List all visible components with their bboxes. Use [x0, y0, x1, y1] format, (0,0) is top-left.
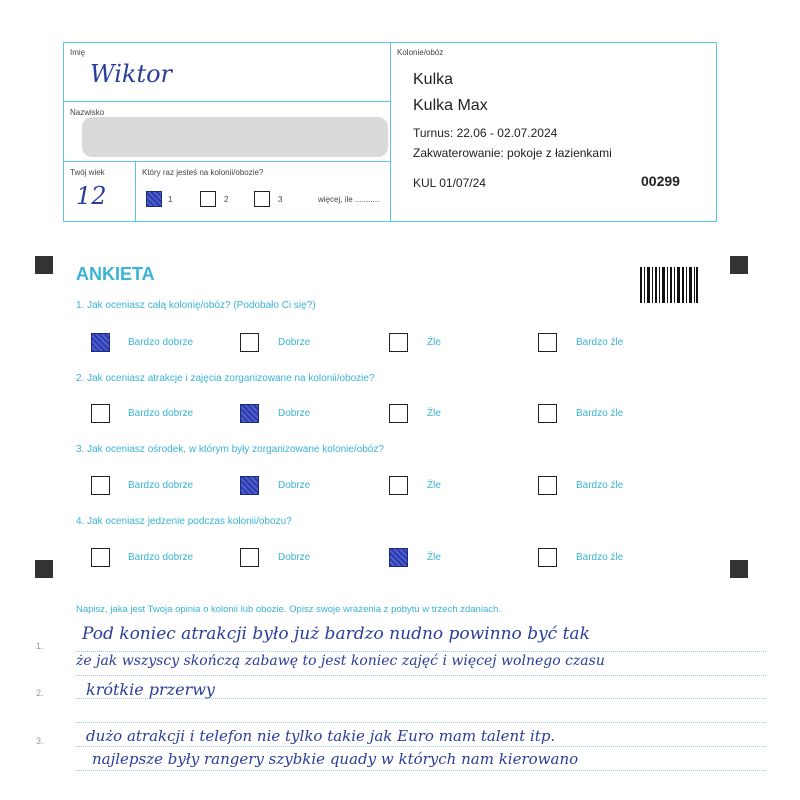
- line-number-3: 3.: [36, 736, 44, 746]
- q2-option-dobrze: Dobrze: [278, 408, 311, 419]
- q3-checkbox-bardzo-zle[interactable]: [538, 476, 557, 495]
- ktory-raz-option-1: 1: [168, 195, 173, 204]
- answer-line: [76, 651, 766, 652]
- handwriting-line-3[interactable]: krótkie przerwy: [86, 680, 215, 699]
- q1-option-dobrze: Dobrze: [278, 337, 311, 348]
- q1-checkbox-zle[interactable]: [389, 333, 408, 352]
- kod: KUL 01/07/24: [413, 176, 486, 190]
- barcode: [640, 267, 698, 303]
- wiek-value[interactable]: 12: [76, 182, 107, 210]
- header-divider: [390, 42, 391, 222]
- question-3: 3. Jak oceniasz ośrodek, w którym były zorganizowane kolonie/obóz?: [76, 444, 384, 455]
- q1-option-bardzo-dobrze: Bardzo dobrze: [128, 337, 194, 348]
- nazwisko-redacted: [82, 117, 388, 157]
- header-row-divider: [63, 101, 390, 102]
- q2-checkbox-dobrze[interactable]: [240, 404, 259, 423]
- q1-option-zle: Źle: [427, 337, 441, 348]
- answer-line: [76, 722, 766, 723]
- header-row-divider: [63, 161, 390, 162]
- answer-line: [76, 746, 766, 747]
- kolonia-name-full: Kulka Max: [413, 97, 488, 114]
- q3-option-bardzo-dobrze: Bardzo dobrze: [128, 480, 194, 491]
- nazwisko-label: Nazwisko: [70, 108, 105, 117]
- q4-checkbox-dobrze[interactable]: [240, 548, 259, 567]
- ankieta-title: ANKIETA: [76, 264, 155, 284]
- opinion-prompt: Napisz, jaka jest Twoja opinia o kolonii lub obozie. Opisz swoje wrażenia z pobytu w trzech zdaniach.: [76, 604, 501, 615]
- q4-checkbox-bardzo-dobrze[interactable]: [91, 548, 110, 567]
- registration-mark: [35, 560, 53, 578]
- q3-checkbox-dobrze[interactable]: [240, 476, 259, 495]
- zakwaterowanie: Zakwaterowanie: pokoje z łazienkami: [413, 146, 612, 160]
- ktory-raz-checkbox-2[interactable]: [200, 191, 216, 207]
- q4-checkbox-bardzo-zle[interactable]: [538, 548, 557, 567]
- q2-checkbox-bardzo-dobrze[interactable]: [91, 404, 110, 423]
- ktory-raz-checkbox-3[interactable]: [254, 191, 270, 207]
- ktory-raz-label: Który raz jesteś na kolonii/obozie?: [142, 168, 264, 177]
- wiek-label: Twój wiek: [70, 168, 105, 177]
- question-2: 2. Jak oceniasz atrakcje i zajęcia zorganizowane na kolonii/obozie?: [76, 373, 375, 384]
- handwriting-line-2[interactable]: że jak wszyscy skończą zabawę to jest koniec zajęć i więcej wolnego czasu: [76, 653, 605, 669]
- kolonia-label: Kolonie/obóz: [397, 48, 444, 57]
- q3-option-dobrze: Dobrze: [278, 480, 311, 491]
- q1-checkbox-bardzo-dobrze[interactable]: [91, 333, 110, 352]
- turnus: Turnus: 22.06 - 02.07.2024: [413, 126, 558, 140]
- q3-checkbox-zle[interactable]: [389, 476, 408, 495]
- q2-checkbox-bardzo-zle[interactable]: [538, 404, 557, 423]
- q4-option-dobrze: Dobrze: [278, 552, 311, 563]
- q3-option-zle: Źle: [427, 480, 441, 491]
- ktory-raz-option-3: 3: [278, 195, 283, 204]
- handwriting-line-4[interactable]: dużo atrakcji i telefon nie tylko takie jak Euro mam talent itp.: [86, 727, 556, 745]
- q2-option-bardzo-zle: Bardzo źle: [576, 408, 624, 419]
- kolonia-name: Kulka: [413, 71, 454, 88]
- ktory-raz-checkbox-1[interactable]: [146, 191, 162, 207]
- numer: 00299: [641, 173, 680, 189]
- q1-option-bardzo-zle: Bardzo źle: [576, 337, 624, 348]
- ktory-raz-option-2: 2: [224, 195, 229, 204]
- registration-mark: [730, 256, 748, 274]
- handwriting-line-1[interactable]: Pod koniec atrakcji było już bardzo nudno powinno być tak: [82, 624, 590, 644]
- registration-mark: [730, 560, 748, 578]
- q4-option-zle: Źle: [427, 552, 441, 563]
- q2-option-zle: Źle: [427, 408, 441, 419]
- imie-value[interactable]: Wiktor: [90, 60, 173, 88]
- question-4: 4. Jak oceniasz jedzenie podczas kolonii/obozu?: [76, 516, 292, 527]
- answer-line: [76, 770, 766, 771]
- header-cell-divider: [135, 161, 136, 222]
- line-number-1: 1.: [36, 641, 44, 651]
- q3-option-bardzo-zle: Bardzo źle: [576, 480, 624, 491]
- q1-checkbox-bardzo-zle[interactable]: [538, 333, 557, 352]
- registration-mark: [35, 256, 53, 274]
- q3-checkbox-bardzo-dobrze[interactable]: [91, 476, 110, 495]
- q4-option-bardzo-zle: Bardzo źle: [576, 552, 624, 563]
- q2-checkbox-zle[interactable]: [389, 404, 408, 423]
- answer-line: [76, 675, 766, 676]
- q4-option-bardzo-dobrze: Bardzo dobrze: [128, 552, 194, 563]
- line-number-2: 2.: [36, 688, 44, 698]
- handwriting-line-5[interactable]: najlepsze były rangery szybkie quady w których nam kierowano: [92, 750, 579, 768]
- question-1: 1. Jak oceniasz całą kolonię/obóz? (Podobało Ci się?): [76, 300, 316, 311]
- q1-checkbox-dobrze[interactable]: [240, 333, 259, 352]
- ktory-raz-option-more: więcej, ile ...........: [318, 195, 380, 204]
- q2-option-bardzo-dobrze: Bardzo dobrze: [128, 408, 194, 419]
- imie-label: Imię: [70, 48, 86, 57]
- q4-checkbox-zle[interactable]: [389, 548, 408, 567]
